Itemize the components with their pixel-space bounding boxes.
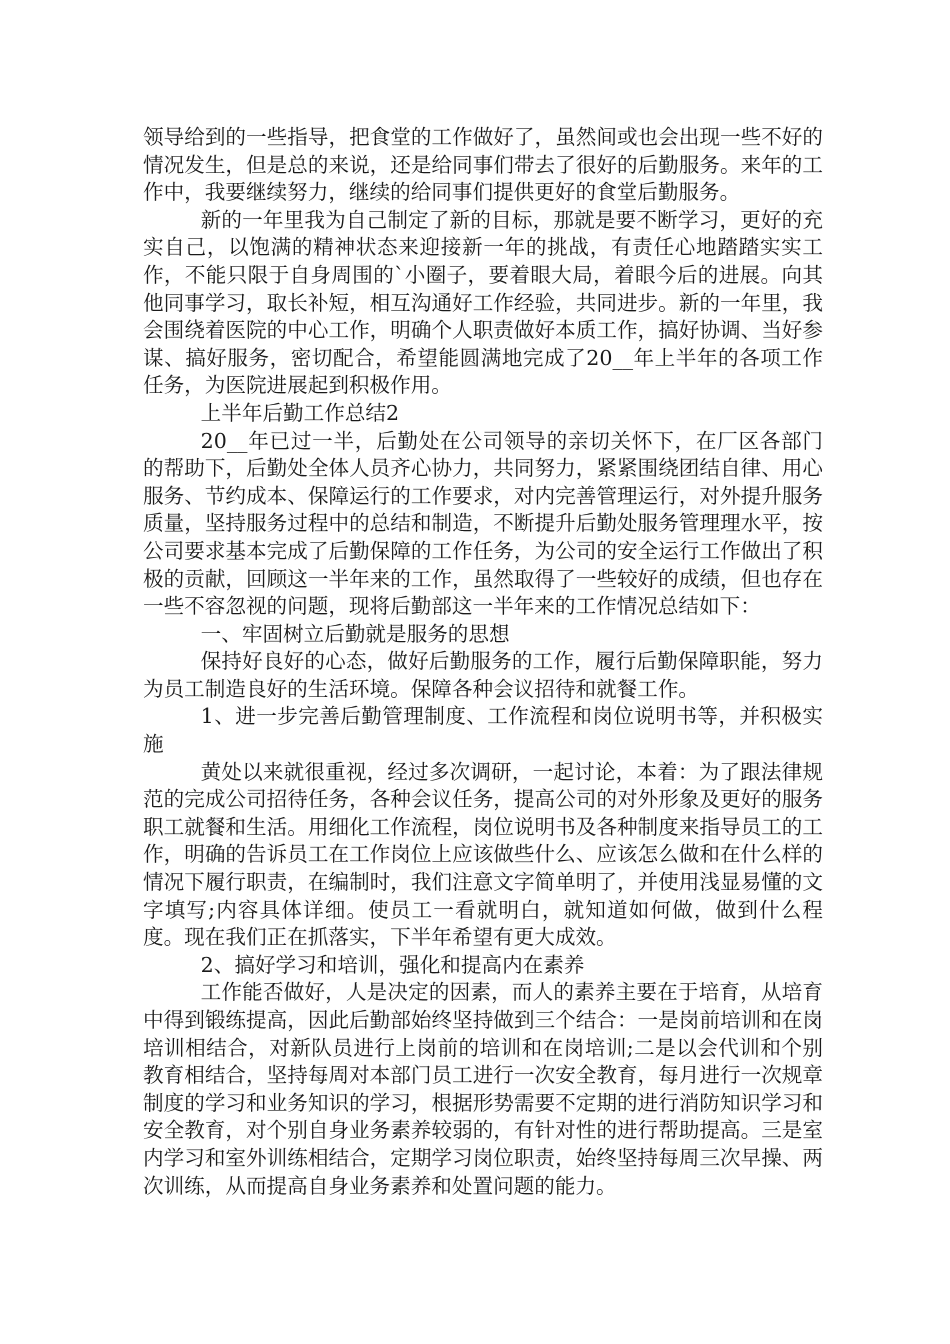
paragraph-continuation: 领导给到的一些指导，把食堂的工作做好了，虽然间或也会出现一些不好的情况发生，但是总的来说，还是给同事们带去了很好的后勤服务。来年的工作中，我要继续努力，继续的给同事们提供更好的食堂后勤服务。 <box>143 125 823 205</box>
heading-training: 2、搞好学习和培训，强化和提高内在素养 <box>200 952 585 977</box>
section-title-summary-2: 上半年后勤工作总结2 <box>200 400 400 425</box>
heading-service-thinking: 一、牢固树立后勤就是服务的思想 <box>200 621 510 646</box>
document-body <box>143 124 823 1200</box>
paragraph-attitude: 保持好良好的心态，做好后勤服务的工作，履行后勤保障职能，努力为员工制造良好的生活环境。保障各种会议招待和就餐工作。 <box>143 649 823 701</box>
paragraph-new-year-goals: 新的一年里我为自己制定了新的目标，那就是要不断学习，更好的充实自己，以饱满的精神状态来迎接新一年的挑战，有责任心地踏踏实实工作，不能只限于自身周围的`小圈子，要着眼大局，着眼今后的进展。向其他同事学习，取长补短，相互沟通好工作经验，共同进步。新的一年里，我会围绕着医院的中心工作，明确个人职责做好本质工作，搞好协调、当好参谋、搞好服务，密切配合，希望能圆满地完成了20__年上半年的各项工作任务，为医院进展起到积极作用。 <box>143 207 823 398</box>
paragraph-management-system: 黄处以来就很重视，经过多次调研，一起讨论，本着：为了跟法律规范的完成公司招待任务，各种会议任务，提高公司的对外形象及更好的服务职工就餐和生活。用细化工作流程，岗位说明书及各种制度来指导员工的工作，明确的告诉员工在工作岗位上应该做些什么、应该怎么做和在什么样的情况下履行职责，在编制时，我们注意文字简单明了，并使用浅显易懂的文字填写;内容具体详细。使员工一看就明白，就知道如何做，做到什么程度。现在我们正在抓落实，下半年希望有更大成效。 <box>143 759 823 950</box>
paragraph-intro: 20__年已过一半，后勤处在公司领导的亲切关怀下，在厂区各部门的帮助下，后勤处全体人员齐心协力，共同努力，紧紧围绕团结自律、用心服务、节约成本、保障运行的工作要求，对内完善管理运行，对外提升服务质量，坚持服务过程中的总结和制造，不断提升后勤处服务管理理水平，按公司要求基本完成了后勤保障的工作任务，为公司的安全运行工作做出了积极的贡献，回顾这一半年来的工作，虽然取得了一些较好的成绩，但也存在一些不容忽视的问题，现将后勤部这一半年来的工作情况总结如下： <box>143 428 823 619</box>
paragraph-training: 工作能否做好，人是决定的因素，而人的素养主要在于培育，从培育中得到锻练提高，因此后勤部始终坚持做到三个结合：一是岗前培训和在岗培训相结合，对新队员进行上岗前的培训和在岗培训;二是以会代训和个别教育相结合，坚持每周对本部门员工进行一次安全教育，每月进行一次规章制度的学习和业务知识的学习，根据形势需要不定期的进行消防知识学习和安全教育，对个别自身业务素养较弱的，有针对性的进行帮助提高。三是室内学习和室外训练相结合，定期学习岗位职责，始终坚持每周三次早操、两次训练，从而提高自身业务素养和处置问题的能力。 <box>143 980 823 1198</box>
heading-management-system: 1、进一步完善后勤管理制度、工作流程和岗位说明书等，并积极实施 <box>143 704 823 757</box>
